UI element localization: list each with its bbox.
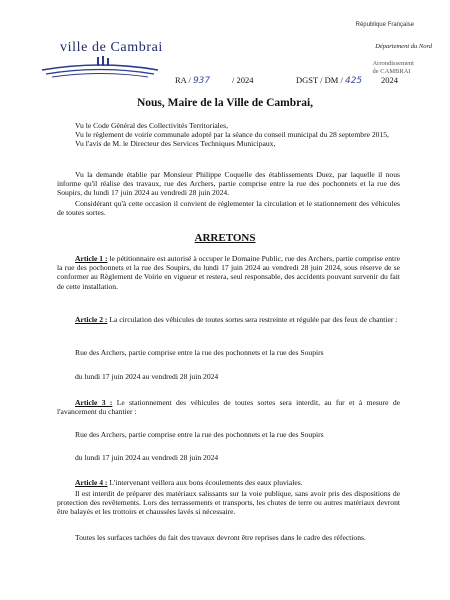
- article-1: [57, 254, 400, 291]
- article-2-text: La circulation des véhicules de toutes sortes sera restreinte et régulée par des feux de chantier :: [107, 315, 398, 324]
- considerant-paragraph: Considérant qu'à cette occasion il convient de réglementer la circulation et le stationnement des véhicules de toutes sortes.: [57, 199, 400, 218]
- vu-avis: Vu l'avis de M. le Directeur des Services Techniques Municipaux,: [75, 139, 276, 149]
- article-2-dates: du lundi 17 juin 2024 au vendredi 28 juin 2024: [75, 372, 219, 381]
- article-2-street: Rue des Archers, partie comprise entre la rue des pochonnets et la rue des Soupirs: [75, 348, 324, 357]
- request-paragraph: Vu la demande établie par Monsieur Philippe Coquelle des établissements Duez, par laquelle il nous informe qu'il réalise des travaux, rue des Archers, partie comprise entre la rue des pochonnets et la rue des Soupirs, du lundi 17 juin 2024 au vendredi 28 juin 2024.: [57, 170, 400, 198]
- city-logo-text: ville de Cambrai: [60, 40, 163, 55]
- arrondissement-line2: de CAMBRAI: [372, 68, 411, 75]
- considerations: [57, 121, 400, 149]
- article-4-para2: Il est interdit de préparer des matériaux salissants sur la voie publique, sans avoir pris des dispositions de protection des revêtements. Lors des terrassements et transports, les chutes de terre ou autres matériaux devront être balayés et les trottoirs et chaussées lavés si nécessaire.: [57, 489, 400, 517]
- article-3: [57, 398, 400, 416]
- vu-cgct: Vu le Code Général des Collectivités Territoriales,: [75, 121, 229, 130]
- article-1-text: le pétitionnaire est autorisé à occuper le Domaine Public, rue des Archers, partie comprise entre la rue des pochonnets et la rue des Soupirs, du lundi 17 juin 2024 au vendredi 28 juin 2024, sous réserve de se conformer au Règlement de Voirie en vigueur et restera, seul responsable, des accidents pouvant survenir du fait de cette installation.: [57, 254, 400, 291]
- article-3-label: Article 3 :: [75, 398, 113, 407]
- page-title: Nous, Maire de la Ville de Cambrai,: [136, 97, 314, 109]
- arrondissement-label: [372, 60, 414, 76]
- vu-reglement: Vu le règlement de voirie communale adopté par la séance du conseil municipal du 28 septembre 2015,: [75, 130, 389, 140]
- article-2-label: Article 2 :: [75, 315, 108, 324]
- article-3-dates: du lundi 17 juin 2024 au vendredi 28 juin 2024: [75, 453, 219, 462]
- article-2: [57, 315, 400, 324]
- article-3-street: Rue des Archers, partie comprise entre la rue des pochonnets et la rue des Soupirs: [75, 430, 324, 439]
- republique-label: République Française: [355, 22, 414, 28]
- article-4-text: L'intervenant veillera aux bons écoulements des eaux pluviales.: [107, 478, 303, 487]
- arrondissement-line1: Arrondissement: [372, 60, 414, 67]
- arretons-heading: ARRETONS: [194, 232, 256, 244]
- ref-year1: / 2024: [232, 75, 254, 85]
- ref-year2: 2024: [381, 75, 398, 85]
- ref-ra: [175, 75, 210, 86]
- city-logo-mark: [40, 56, 160, 78]
- ref-dgst-label: DGST / DM /: [296, 75, 343, 85]
- article-4-label: Article 4 :: [75, 478, 108, 487]
- article-1-label: Article 1 :: [75, 254, 108, 263]
- article-4-para3: Toutes les surfaces tachées du fait des travaux devront être reprises dans le cadre des réfections.: [75, 533, 366, 542]
- ref-ra-label: RA /: [175, 75, 191, 85]
- ref-dgst-number: 425: [344, 76, 363, 86]
- departement-label: Département du Nord: [375, 43, 432, 50]
- ref-dgst: [296, 75, 362, 86]
- article-4: [57, 478, 400, 487]
- article-3-text: Le stationnement des véhicules de toutes sortes sera interdit, au fur et à mesure de l'avancement du chantier :: [57, 398, 401, 417]
- ref-ra-number: 937: [192, 76, 211, 86]
